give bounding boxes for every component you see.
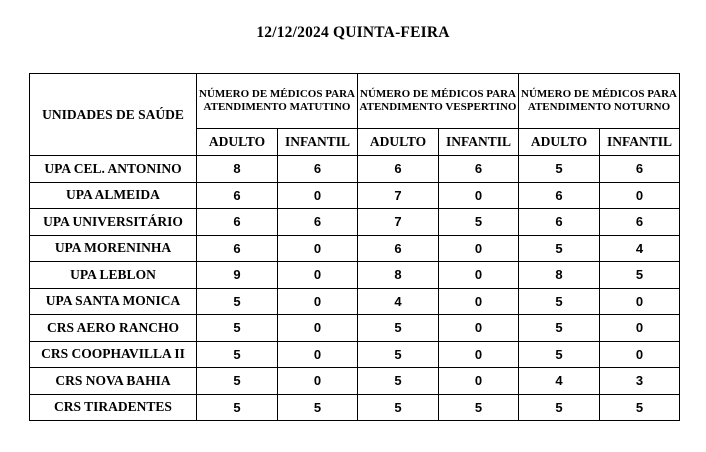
doctor-count-cell: 6 <box>278 156 358 183</box>
doctor-count-cell: 8 <box>197 156 278 183</box>
doctor-count-cell: 4 <box>519 368 600 395</box>
sub-header-infantil: INFANTIL <box>278 129 358 156</box>
doctor-count-cell: 9 <box>197 262 278 289</box>
unit-name-cell: CRS COOPHAVILLA II <box>30 341 197 368</box>
doctor-count-cell: 5 <box>358 315 439 342</box>
doctor-count-cell: 0 <box>600 288 680 315</box>
doctor-count-cell: 6 <box>278 209 358 236</box>
doctor-count-cell: 5 <box>519 341 600 368</box>
table-row <box>30 262 680 289</box>
table-row <box>30 315 680 342</box>
sub-header-infantil: INFANTIL <box>439 129 519 156</box>
table-row <box>30 368 680 395</box>
doctor-count-cell: 5 <box>197 288 278 315</box>
doctor-count-cell: 0 <box>600 315 680 342</box>
doctor-count-cell: 5 <box>197 315 278 342</box>
unit-column-header: UNIDADES DE SAÚDE <box>30 74 197 156</box>
doctor-count-cell: 6 <box>197 235 278 262</box>
doctor-count-cell: 6 <box>197 182 278 209</box>
doctor-count-cell: 5 <box>358 341 439 368</box>
doctors-schedule-table <box>29 73 680 421</box>
doctor-count-cell: 5 <box>519 156 600 183</box>
page-title: 12/12/2024 QUINTA-FEIRA <box>256 24 450 41</box>
sub-header-adulto: ADULTO <box>358 129 439 156</box>
group-header-noturno: NÚMERO DE MÉDICOS PARA ATENDIMENTO NOTURNO <box>519 74 680 129</box>
table-row <box>30 209 680 236</box>
doctor-count-cell: 0 <box>278 368 358 395</box>
unit-name-cell: UPA UNIVERSITÁRIO <box>30 209 197 236</box>
doctor-count-cell: 0 <box>278 288 358 315</box>
table-row <box>30 156 680 183</box>
doctor-count-cell: 6 <box>600 209 680 236</box>
sub-header-infantil: INFANTIL <box>600 129 680 156</box>
doctor-count-cell: 5 <box>519 235 600 262</box>
doctor-count-cell: 0 <box>439 182 519 209</box>
doctor-count-cell: 6 <box>519 182 600 209</box>
doctor-count-cell: 5 <box>197 394 278 421</box>
sub-header-adulto: ADULTO <box>197 129 278 156</box>
table-row <box>30 235 680 262</box>
group-header-vespertino: NÚMERO DE MÉDICOS PARA ATENDIMENTO VESPERTINO <box>358 74 519 129</box>
doctor-count-cell: 6 <box>197 209 278 236</box>
doctor-count-cell: 4 <box>358 288 439 315</box>
doctor-count-cell: 6 <box>519 209 600 236</box>
doctor-count-cell: 0 <box>439 288 519 315</box>
doctor-count-cell: 6 <box>358 156 439 183</box>
doctor-count-cell: 7 <box>358 209 439 236</box>
doctor-count-cell: 0 <box>278 262 358 289</box>
unit-name-cell: UPA CEL. ANTONINO <box>30 156 197 183</box>
unit-name-cell: CRS AERO RANCHO <box>30 315 197 342</box>
table-row <box>30 288 680 315</box>
unit-name-cell: UPA MORENINHA <box>30 235 197 262</box>
doctor-count-cell: 5 <box>358 394 439 421</box>
doctor-count-cell: 5 <box>519 315 600 342</box>
doctor-count-cell: 5 <box>600 262 680 289</box>
table-row <box>30 341 680 368</box>
doctor-count-cell: 8 <box>358 262 439 289</box>
doctor-count-cell: 5 <box>197 368 278 395</box>
unit-name-cell: UPA ALMEIDA <box>30 182 197 209</box>
doctor-count-cell: 0 <box>439 341 519 368</box>
doctor-count-cell: 0 <box>278 315 358 342</box>
doctor-count-cell: 0 <box>600 182 680 209</box>
doctor-count-cell: 8 <box>519 262 600 289</box>
doctor-count-cell: 5 <box>278 394 358 421</box>
doctor-count-cell: 0 <box>439 368 519 395</box>
doctor-count-cell: 0 <box>439 235 519 262</box>
table-body <box>30 156 680 421</box>
doctor-count-cell: 0 <box>439 262 519 289</box>
unit-name-cell: UPA LEBLON <box>30 262 197 289</box>
table-row <box>30 394 680 421</box>
doctor-count-cell: 6 <box>600 156 680 183</box>
doctor-count-cell: 4 <box>600 235 680 262</box>
doctor-count-cell: 0 <box>439 315 519 342</box>
unit-name-cell: CRS TIRADENTES <box>30 394 197 421</box>
sub-header-adulto: ADULTO <box>519 129 600 156</box>
unit-name-cell: CRS NOVA BAHIA <box>30 368 197 395</box>
doctor-count-cell: 6 <box>358 235 439 262</box>
doctor-count-cell: 6 <box>439 156 519 183</box>
doctor-count-cell: 7 <box>358 182 439 209</box>
doctor-count-cell: 5 <box>519 288 600 315</box>
doctor-count-cell: 5 <box>358 368 439 395</box>
doctor-count-cell: 5 <box>197 341 278 368</box>
doctor-count-cell: 5 <box>439 394 519 421</box>
group-header-matutino: NÚMERO DE MÉDICOS PARA ATENDIMENTO MATUTINO <box>197 74 358 129</box>
doctor-count-cell: 0 <box>278 341 358 368</box>
doctor-count-cell: 3 <box>600 368 680 395</box>
doctor-count-cell: 5 <box>600 394 680 421</box>
doctor-count-cell: 0 <box>600 341 680 368</box>
table-row <box>30 182 680 209</box>
doctor-count-cell: 0 <box>278 235 358 262</box>
doctor-count-cell: 0 <box>278 182 358 209</box>
doctor-count-cell: 5 <box>439 209 519 236</box>
doctor-count-cell: 5 <box>519 394 600 421</box>
unit-name-cell: UPA SANTA MONICA <box>30 288 197 315</box>
